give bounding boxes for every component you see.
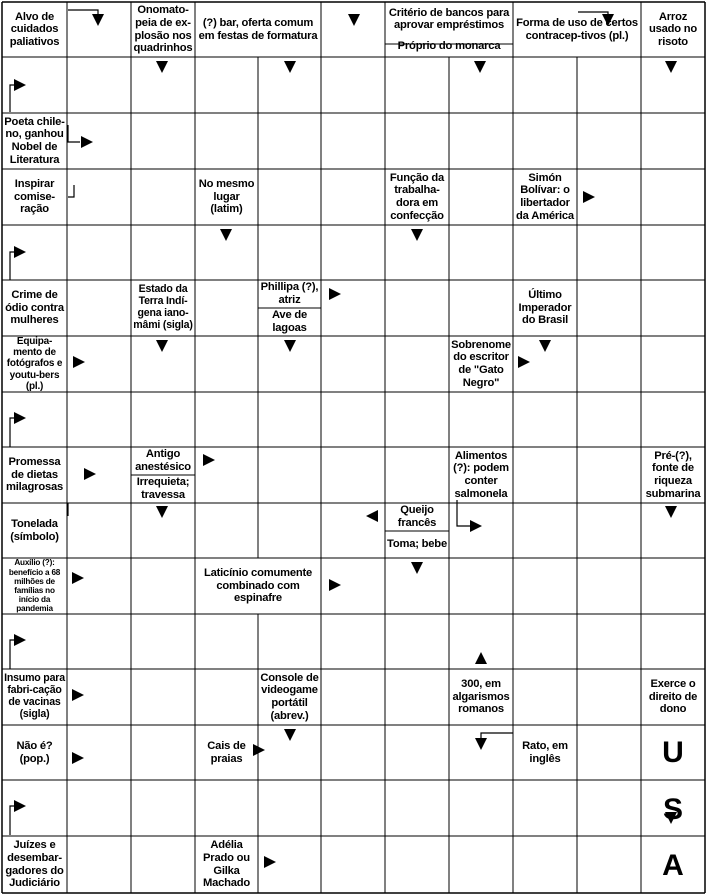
- clue-c36: [514, 726, 576, 779]
- clue-text: Antigo anestésico: [135, 448, 191, 473]
- clue-c24: [642, 448, 704, 502]
- clue-c32: [450, 670, 512, 724]
- arrow-stem: [10, 806, 14, 835]
- arrow-right-icon: [14, 79, 26, 91]
- arrow-down-icon: [284, 340, 296, 352]
- arrow-right-icon: [84, 468, 96, 480]
- arrow-up-icon: [475, 652, 487, 664]
- clue-text: Console de videogame portátil (abrev.): [260, 671, 319, 722]
- clue-text: Rato, em inglês: [522, 739, 568, 765]
- clue-c22: [132, 476, 194, 502]
- clue-text: Pré-(?), fonte de riqueza submarina: [645, 449, 701, 500]
- arrow-stem: [68, 10, 98, 14]
- arrow-stem: [10, 85, 14, 112]
- clue-text: Juízes e desembar-gadores do Judiciário: [5, 839, 64, 890]
- arrow-down-icon: [475, 738, 487, 750]
- clue-text: Função da trabalha-dora em confecção: [389, 171, 445, 222]
- clue-c15: [259, 281, 320, 307]
- arrow-down-icon: [220, 229, 232, 241]
- filled-letter: A: [662, 849, 684, 882]
- clue-c13: [3, 281, 66, 335]
- clue-c12: [514, 170, 576, 224]
- arrow-right-icon: [72, 689, 84, 701]
- clue-text: No mesmo lugar (latim): [198, 178, 255, 216]
- arrow-right-icon: [583, 191, 595, 203]
- clue-c28: [3, 559, 66, 613]
- arrow-right-icon: [81, 136, 93, 148]
- arrow-right-icon: [73, 356, 85, 368]
- arrow-down-icon: [348, 14, 360, 26]
- clue-c35: [196, 726, 257, 779]
- clue-c11: [386, 170, 448, 224]
- clue-text: Exerce o direito de dono: [648, 678, 698, 716]
- clue-text: Sobrenome do escritor de "Gato Negro": [451, 338, 511, 389]
- clue-text: Próprio do monarca: [397, 40, 501, 53]
- arrow-stem: [10, 640, 14, 669]
- clue-text: Laticínio comumente combinado com espinafre: [203, 567, 313, 605]
- clue-c19: [450, 337, 512, 391]
- arrow-down-icon: [284, 729, 296, 741]
- clue-text: Adélia Prado ou Gilka Machado: [202, 839, 251, 890]
- arrow-stem: [10, 418, 14, 447]
- clue-text: Tonelada (símbolo): [10, 517, 59, 543]
- clue-c26: [386, 504, 448, 530]
- arrow-right-icon: [14, 412, 26, 424]
- clue-c14: [132, 281, 194, 335]
- clue-c25: [3, 504, 66, 557]
- clue-text: Insumo para fabri-cação de vacinas (sigla): [4, 672, 65, 720]
- arrow-down-icon: [92, 14, 104, 26]
- clue-text: Alvo de cuidados paliativos: [9, 10, 60, 48]
- arrow-right-icon: [203, 454, 215, 466]
- clue-c33: [642, 670, 704, 724]
- arrow-stem: [457, 500, 470, 526]
- arrow-right-icon: [329, 288, 341, 300]
- arrow-right-icon: [329, 579, 341, 591]
- clue-text: Estado da Terra Indí-gena iano-mâmi (sigla): [133, 283, 193, 331]
- clue-c3: [196, 3, 320, 56]
- clue-text: Toma; bebe: [387, 537, 447, 550]
- clue-text: (?) bar, oferta comum em festas de formatura: [198, 16, 318, 42]
- arrow-right-icon: [14, 246, 26, 258]
- arrow-down-icon: [665, 61, 677, 73]
- arrow-right-icon: [264, 856, 276, 868]
- clue-c31: [259, 670, 320, 724]
- clue-c34: [3, 726, 66, 779]
- clue-text: Onomato-peia de ex-plosão nos quadrinhos: [133, 4, 193, 55]
- clue-c38: [196, 837, 257, 892]
- clue-c30: [3, 670, 66, 724]
- clue-text: Inspirar comise-ração: [14, 178, 55, 216]
- arrow-stem: [68, 125, 80, 142]
- clue-text: Phillipa (?), atriz: [260, 281, 319, 306]
- arrow-down-icon: [284, 61, 296, 73]
- arrow-down-icon: [539, 340, 551, 352]
- filled-letter: S: [662, 793, 683, 826]
- arrow-left-icon: [366, 510, 378, 522]
- clue-text: Ave de lagoas: [271, 309, 308, 334]
- arrow-right-icon: [470, 520, 482, 532]
- clue-c4: [386, 3, 512, 35]
- arrow-stem: [481, 733, 513, 738]
- clue-c1: [3, 3, 66, 56]
- arrow-right-icon: [72, 572, 84, 584]
- clue-c21: [132, 448, 194, 474]
- arrow-down-icon: [411, 229, 423, 241]
- clue-c9: [3, 170, 66, 224]
- arrow-down-icon: [411, 562, 423, 574]
- clue-text: Crime de ódio contra mulheres: [5, 289, 64, 327]
- clue-text: 300, em algarismos romanos: [452, 678, 510, 716]
- clue-c29: [196, 559, 320, 613]
- arrow-right-icon: [14, 800, 26, 812]
- arrow-right-icon: [72, 752, 84, 764]
- clue-text: Não é? (pop.): [16, 739, 53, 765]
- clue-c18: [3, 337, 66, 391]
- clue-text: Queijo francês: [397, 504, 437, 529]
- arrow-down-icon: [474, 61, 486, 73]
- arrow-down-icon: [156, 506, 168, 518]
- clue-c20: [3, 448, 66, 502]
- clue-text: Auxílio (?): benefício a 68 milhões de famílias no início da pandemia: [8, 558, 61, 614]
- clue-c17: [514, 281, 576, 335]
- arrow-down-icon: [665, 506, 677, 518]
- clue-c37: [3, 837, 66, 892]
- arrow-right-icon: [518, 356, 530, 368]
- clue-text: Forma de uso de certos contracep-tivos (pl.): [516, 16, 638, 42]
- clue-c27: [386, 532, 448, 558]
- clue-text: Arroz usado no risoto: [648, 10, 698, 48]
- clue-text: Poeta chile-no, ganhou Nobel de Literatura: [4, 115, 65, 166]
- clue-text: Irrequieta; travessa: [136, 476, 190, 501]
- clue-c2: [132, 3, 194, 56]
- filled-letter: U: [662, 736, 684, 769]
- arrow-stem: [68, 185, 74, 197]
- arrow-right-icon: [14, 634, 26, 646]
- clue-c8: [3, 114, 66, 168]
- clue-text: Critério de bancos para aprovar empréstimos: [388, 6, 510, 32]
- clue-text: Cais de praias: [207, 739, 246, 765]
- clue-c10: [196, 170, 257, 224]
- clue-c5: [514, 3, 640, 56]
- clue-text: Último Imperador do Brasil: [518, 289, 572, 327]
- arrow-down-icon: [156, 61, 168, 73]
- arrow-down-icon: [156, 340, 168, 352]
- clue-text: Equipa-mento de fotógrafos e youtu-bers (pl.): [6, 336, 63, 392]
- clue-c16: [259, 309, 320, 335]
- arrow-stem: [10, 252, 14, 280]
- clue-text: Promessa de dietas milagrosas: [5, 456, 64, 494]
- clue-c6: [642, 3, 704, 56]
- clue-c23: [450, 448, 512, 502]
- clue-text: Simón Bolívar: o libertador da América: [516, 171, 574, 222]
- clue-text: Alimentos (?): podem conter salmonela: [453, 449, 509, 500]
- clue-c7: [386, 37, 512, 56]
